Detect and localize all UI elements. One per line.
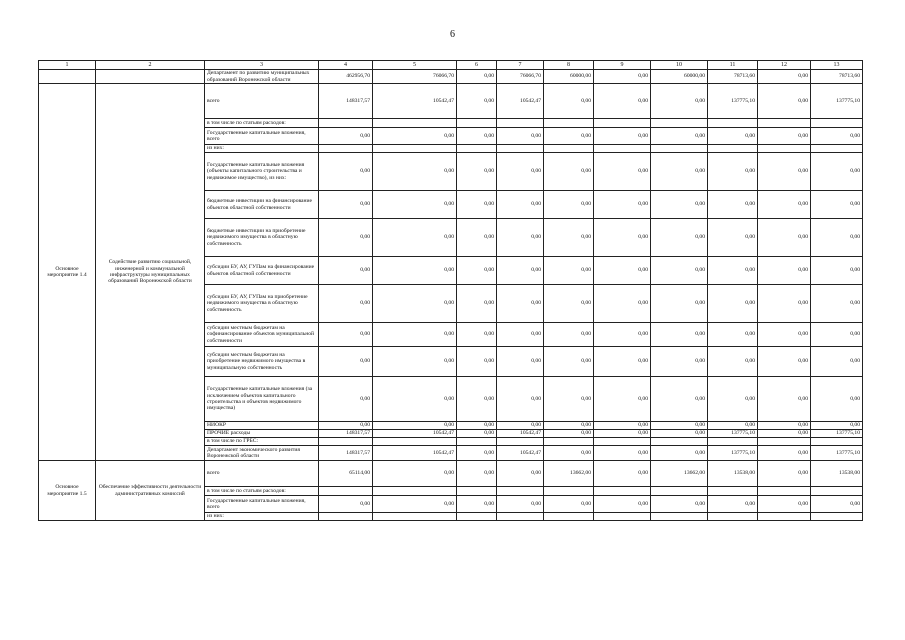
value-cell: 0,00 bbox=[544, 422, 594, 430]
value-cell: 10542,47 bbox=[373, 446, 457, 461]
value-cell: 0,00 bbox=[651, 84, 708, 119]
value-cell: 0,00 bbox=[594, 461, 651, 487]
value-cell: 0,00 bbox=[708, 377, 758, 422]
value-cell: 0,00 bbox=[811, 377, 863, 422]
value-cell: 0,00 bbox=[373, 257, 457, 285]
value-cell bbox=[708, 513, 758, 521]
value-cell: 0,00 bbox=[708, 323, 758, 347]
column-header: 12 bbox=[758, 61, 811, 70]
value-cell: 0,00 bbox=[544, 219, 594, 257]
column-header: 11 bbox=[708, 61, 758, 70]
value-cell: 0,00 bbox=[373, 422, 457, 430]
value-cell bbox=[373, 438, 457, 446]
value-cell: 0,00 bbox=[319, 347, 373, 377]
value-cell: 78713,60 bbox=[708, 70, 758, 84]
value-cell: 0,00 bbox=[457, 496, 497, 513]
value-cell: 0,00 bbox=[373, 461, 457, 487]
value-cell: 0,00 bbox=[811, 422, 863, 430]
value-cell: 0,00 bbox=[319, 285, 373, 323]
value-cell: 0,00 bbox=[758, 128, 811, 145]
value-cell: 0,00 bbox=[758, 191, 811, 219]
value-cell: 0,00 bbox=[758, 422, 811, 430]
value-cell: 0,00 bbox=[594, 377, 651, 422]
value-cell: 0,00 bbox=[457, 347, 497, 377]
value-cell bbox=[497, 119, 544, 128]
row-label: НИОКР bbox=[205, 422, 319, 430]
value-cell bbox=[497, 438, 544, 446]
value-cell: 0,00 bbox=[811, 153, 863, 191]
row-label: всего bbox=[205, 84, 319, 119]
table-row bbox=[39, 70, 863, 84]
value-cell: 0,00 bbox=[758, 461, 811, 487]
value-cell: 0,00 bbox=[457, 153, 497, 191]
value-cell bbox=[457, 487, 497, 496]
value-cell: 10542,47 bbox=[497, 84, 544, 119]
value-cell: 10542,47 bbox=[373, 430, 457, 438]
value-cell bbox=[651, 487, 708, 496]
value-cell: 0,00 bbox=[758, 70, 811, 84]
program-name-cell bbox=[96, 70, 205, 84]
value-cell: 0,00 bbox=[497, 257, 544, 285]
value-cell: 462956,70 bbox=[319, 70, 373, 84]
row-label: субсидии местным бюджетам на софинансирование объектов муниципальной собственности bbox=[205, 323, 319, 347]
column-header: 9 bbox=[594, 61, 651, 70]
value-cell: 0,00 bbox=[758, 219, 811, 257]
value-cell: 0,00 bbox=[758, 257, 811, 285]
program-name-cell: Обеспечение эффективности деятельности административных комиссий bbox=[96, 461, 205, 521]
column-header: 3 bbox=[205, 61, 319, 70]
value-cell: 13538,00 bbox=[811, 461, 863, 487]
value-cell: 0,00 bbox=[651, 377, 708, 422]
value-cell: 0,00 bbox=[708, 347, 758, 377]
value-cell: 0,00 bbox=[497, 153, 544, 191]
value-cell: 0,00 bbox=[497, 219, 544, 257]
value-cell: 0,00 bbox=[373, 323, 457, 347]
row-label: бюджетные инвестиции на приобретение недвижимого имущества в областную собственность bbox=[205, 219, 319, 257]
value-cell: 13662,00 bbox=[651, 461, 708, 487]
row-label: субсидии местным бюджетам на приобретение недвижимого имущества в муниципальную собственность bbox=[205, 347, 319, 377]
value-cell: 76066,70 bbox=[497, 70, 544, 84]
value-cell: 0,00 bbox=[811, 285, 863, 323]
value-cell bbox=[457, 145, 497, 153]
value-cell: 0,00 bbox=[594, 219, 651, 257]
value-cell: 0,00 bbox=[497, 347, 544, 377]
value-cell: 148317,57 bbox=[319, 430, 373, 438]
value-cell: 0,00 bbox=[651, 153, 708, 191]
value-cell bbox=[811, 145, 863, 153]
value-cell: 0,00 bbox=[544, 128, 594, 145]
value-cell: 0,00 bbox=[651, 257, 708, 285]
value-cell: 0,00 bbox=[544, 323, 594, 347]
row-label: бюджетные инвестиции на финансирование объектов областной собственности bbox=[205, 191, 319, 219]
value-cell: 0,00 bbox=[708, 128, 758, 145]
row-label: Государственные капитальные вложения (за исключением объектов капитального строительства и объектов недвижимого имущества) bbox=[205, 377, 319, 422]
column-header: 1 bbox=[39, 61, 96, 70]
value-cell bbox=[758, 145, 811, 153]
value-cell: 0,00 bbox=[544, 430, 594, 438]
value-cell: 0,00 bbox=[708, 496, 758, 513]
value-cell: 0,00 bbox=[497, 128, 544, 145]
row-label: субсидии БУ, АУ, ГУПам на приобретение недвижимого имущества в областную собственность bbox=[205, 285, 319, 323]
value-cell: 0,00 bbox=[708, 191, 758, 219]
value-cell: 0,00 bbox=[544, 446, 594, 461]
value-cell bbox=[373, 119, 457, 128]
value-cell: 0,00 bbox=[708, 257, 758, 285]
header-row bbox=[39, 61, 863, 70]
value-cell: 0,00 bbox=[811, 128, 863, 145]
value-cell bbox=[594, 438, 651, 446]
value-cell bbox=[544, 119, 594, 128]
value-cell: 0,00 bbox=[457, 323, 497, 347]
value-cell: 78713,60 bbox=[811, 70, 863, 84]
value-cell: 137775,10 bbox=[811, 430, 863, 438]
row-label: в том числе по статьям расходов: bbox=[205, 119, 319, 128]
value-cell bbox=[708, 119, 758, 128]
value-cell bbox=[651, 513, 708, 521]
value-cell bbox=[457, 438, 497, 446]
value-cell: 148317,57 bbox=[319, 84, 373, 119]
table-body bbox=[39, 61, 863, 521]
value-cell bbox=[758, 438, 811, 446]
value-cell: 0,00 bbox=[457, 257, 497, 285]
row-label: Государственные капитальные вложения, всего bbox=[205, 496, 319, 513]
value-cell bbox=[373, 145, 457, 153]
value-cell: 0,00 bbox=[811, 191, 863, 219]
table-row bbox=[39, 461, 863, 487]
value-cell bbox=[544, 145, 594, 153]
value-cell: 0,00 bbox=[708, 285, 758, 323]
value-cell: 0,00 bbox=[544, 285, 594, 323]
value-cell: 0,00 bbox=[544, 191, 594, 219]
value-cell: 0,00 bbox=[708, 422, 758, 430]
value-cell: 0,00 bbox=[373, 347, 457, 377]
value-cell: 0,00 bbox=[651, 496, 708, 513]
value-cell: 0,00 bbox=[758, 84, 811, 119]
value-cell: 0,00 bbox=[497, 191, 544, 219]
value-cell: 0,00 bbox=[457, 461, 497, 487]
value-cell: 0,00 bbox=[319, 422, 373, 430]
row-label: из них: bbox=[205, 513, 319, 521]
value-cell bbox=[594, 145, 651, 153]
column-header: 13 bbox=[811, 61, 863, 70]
table-row bbox=[39, 84, 863, 119]
value-cell: 137775,10 bbox=[811, 446, 863, 461]
value-cell: 148317,57 bbox=[319, 446, 373, 461]
column-header: 8 bbox=[544, 61, 594, 70]
value-cell: 60000,00 bbox=[651, 70, 708, 84]
value-cell: 0,00 bbox=[594, 347, 651, 377]
value-cell bbox=[811, 119, 863, 128]
value-cell: 0,00 bbox=[457, 219, 497, 257]
column-header: 2 bbox=[96, 61, 205, 70]
value-cell: 0,00 bbox=[457, 446, 497, 461]
value-cell bbox=[811, 438, 863, 446]
value-cell: 0,00 bbox=[544, 153, 594, 191]
value-cell: 65114,00 bbox=[319, 461, 373, 487]
value-cell: 0,00 bbox=[594, 191, 651, 219]
value-cell: 0,00 bbox=[594, 446, 651, 461]
value-cell: 0,00 bbox=[319, 191, 373, 219]
value-cell bbox=[497, 145, 544, 153]
value-cell: 0,00 bbox=[594, 430, 651, 438]
value-cell: 0,00 bbox=[758, 496, 811, 513]
value-cell bbox=[651, 119, 708, 128]
value-cell: 0,00 bbox=[594, 323, 651, 347]
value-cell: 0,00 bbox=[651, 422, 708, 430]
value-cell: 0,00 bbox=[651, 430, 708, 438]
row-label: в том числе по ГРБС: bbox=[205, 438, 319, 446]
value-cell: 0,00 bbox=[651, 347, 708, 377]
row-label: в том числе по статьям расходов: bbox=[205, 487, 319, 496]
value-cell: 0,00 bbox=[544, 257, 594, 285]
value-cell: 0,00 bbox=[651, 191, 708, 219]
value-cell: 0,00 bbox=[651, 285, 708, 323]
value-cell: 137775,10 bbox=[708, 430, 758, 438]
value-cell bbox=[319, 145, 373, 153]
value-cell: 0,00 bbox=[319, 219, 373, 257]
value-cell: 0,00 bbox=[758, 430, 811, 438]
value-cell: 0,00 bbox=[319, 323, 373, 347]
value-cell: 0,00 bbox=[373, 496, 457, 513]
value-cell: 76066,70 bbox=[373, 70, 457, 84]
value-cell: 10542,47 bbox=[373, 84, 457, 119]
value-cell bbox=[457, 119, 497, 128]
value-cell: 0,00 bbox=[457, 70, 497, 84]
value-cell: 0,00 bbox=[594, 422, 651, 430]
column-header: 6 bbox=[457, 61, 497, 70]
value-cell: 0,00 bbox=[594, 496, 651, 513]
row-label: Государственные капитальные вложения, всего bbox=[205, 128, 319, 145]
value-cell bbox=[373, 487, 457, 496]
program-name-cell: Содействие развитию социальной, инженерной и коммунальной инфраструктуры муниципальных образований Воронежской области bbox=[96, 84, 205, 461]
value-cell: 0,00 bbox=[651, 219, 708, 257]
value-cell bbox=[708, 487, 758, 496]
value-cell: 0,00 bbox=[373, 377, 457, 422]
program-code-cell: Основное мероприятие 1.5 bbox=[39, 461, 96, 521]
row-label: из них: bbox=[205, 145, 319, 153]
value-cell: 0,00 bbox=[319, 257, 373, 285]
row-label: всего bbox=[205, 461, 319, 487]
value-cell: 0,00 bbox=[594, 70, 651, 84]
value-cell bbox=[497, 513, 544, 521]
value-cell bbox=[457, 513, 497, 521]
value-cell: 0,00 bbox=[651, 323, 708, 347]
value-cell bbox=[594, 119, 651, 128]
value-cell bbox=[708, 145, 758, 153]
value-cell: 0,00 bbox=[544, 496, 594, 513]
page-number: 6 bbox=[450, 29, 455, 40]
value-cell bbox=[758, 119, 811, 128]
value-cell: 10542,47 bbox=[497, 446, 544, 461]
value-cell: 0,00 bbox=[544, 377, 594, 422]
row-label: субсидии БУ, АУ, ГУПам на финансирование объектов областной собственности bbox=[205, 257, 319, 285]
value-cell: 10542,47 bbox=[497, 430, 544, 438]
column-header: 5 bbox=[373, 61, 457, 70]
value-cell: 0,00 bbox=[319, 377, 373, 422]
budget-table bbox=[38, 60, 863, 521]
value-cell: 0,00 bbox=[594, 285, 651, 323]
value-cell: 0,00 bbox=[544, 347, 594, 377]
value-cell: 0,00 bbox=[319, 496, 373, 513]
column-header: 10 bbox=[651, 61, 708, 70]
value-cell: 0,00 bbox=[373, 128, 457, 145]
row-label: ПРОЧИЕ расходы bbox=[205, 430, 319, 438]
program-code-cell bbox=[39, 70, 96, 84]
value-cell bbox=[319, 438, 373, 446]
value-cell: 0,00 bbox=[497, 496, 544, 513]
value-cell: 0,00 bbox=[708, 219, 758, 257]
value-cell: 60000,00 bbox=[544, 70, 594, 84]
value-cell: 13538,00 bbox=[708, 461, 758, 487]
value-cell: 0,00 bbox=[373, 191, 457, 219]
value-cell: 0,00 bbox=[758, 153, 811, 191]
value-cell: 0,00 bbox=[708, 153, 758, 191]
value-cell: 137775,10 bbox=[708, 84, 758, 119]
value-cell: 0,00 bbox=[594, 257, 651, 285]
value-cell: 0,00 bbox=[758, 446, 811, 461]
value-cell bbox=[497, 487, 544, 496]
value-cell bbox=[544, 438, 594, 446]
value-cell: 13662,00 bbox=[544, 461, 594, 487]
value-cell: 0,00 bbox=[457, 377, 497, 422]
value-cell: 0,00 bbox=[497, 377, 544, 422]
value-cell bbox=[811, 487, 863, 496]
row-label: Государственные капитальные вложения (объекты капитального строительства и недвижимое имущество), из них: bbox=[205, 153, 319, 191]
value-cell: 0,00 bbox=[544, 84, 594, 119]
value-cell bbox=[319, 513, 373, 521]
value-cell bbox=[319, 487, 373, 496]
value-cell: 0,00 bbox=[758, 377, 811, 422]
value-cell bbox=[811, 513, 863, 521]
value-cell: 0,00 bbox=[373, 153, 457, 191]
value-cell bbox=[758, 513, 811, 521]
value-cell: 0,00 bbox=[457, 84, 497, 119]
value-cell bbox=[594, 487, 651, 496]
value-cell: 0,00 bbox=[457, 422, 497, 430]
value-cell: 0,00 bbox=[651, 446, 708, 461]
value-cell bbox=[544, 487, 594, 496]
value-cell bbox=[708, 438, 758, 446]
value-cell bbox=[594, 513, 651, 521]
value-cell: 0,00 bbox=[457, 430, 497, 438]
value-cell: 0,00 bbox=[373, 285, 457, 323]
value-cell: 0,00 bbox=[497, 323, 544, 347]
program-code-cell: Основное мероприятие 1.4 bbox=[39, 84, 96, 461]
value-cell bbox=[319, 119, 373, 128]
value-cell: 0,00 bbox=[811, 323, 863, 347]
value-cell: 0,00 bbox=[457, 285, 497, 323]
value-cell: 0,00 bbox=[594, 128, 651, 145]
value-cell bbox=[651, 145, 708, 153]
value-cell bbox=[758, 487, 811, 496]
value-cell: 0,00 bbox=[651, 128, 708, 145]
value-cell: 0,00 bbox=[373, 219, 457, 257]
value-cell: 0,00 bbox=[457, 191, 497, 219]
value-cell: 0,00 bbox=[758, 347, 811, 377]
row-label: Департамент по развитию муниципальных образований Воронежской области bbox=[205, 70, 319, 84]
value-cell: 0,00 bbox=[497, 461, 544, 487]
value-cell: 0,00 bbox=[758, 323, 811, 347]
value-cell: 0,00 bbox=[811, 347, 863, 377]
value-cell: 0,00 bbox=[497, 285, 544, 323]
value-cell: 0,00 bbox=[457, 128, 497, 145]
value-cell: 0,00 bbox=[594, 84, 651, 119]
value-cell: 0,00 bbox=[319, 128, 373, 145]
value-cell: 0,00 bbox=[594, 153, 651, 191]
value-cell bbox=[651, 438, 708, 446]
value-cell: 137775,10 bbox=[708, 446, 758, 461]
value-cell bbox=[544, 513, 594, 521]
value-cell: 0,00 bbox=[811, 496, 863, 513]
column-header: 4 bbox=[319, 61, 373, 70]
value-cell: 0,00 bbox=[319, 153, 373, 191]
value-cell: 0,00 bbox=[811, 219, 863, 257]
value-cell bbox=[373, 513, 457, 521]
value-cell: 137775,10 bbox=[811, 84, 863, 119]
row-label: Департамент экономического развития Воронежской области bbox=[205, 446, 319, 461]
value-cell: 0,00 bbox=[758, 285, 811, 323]
value-cell: 0,00 bbox=[811, 257, 863, 285]
column-header: 7 bbox=[497, 61, 544, 70]
value-cell: 0,00 bbox=[497, 422, 544, 430]
